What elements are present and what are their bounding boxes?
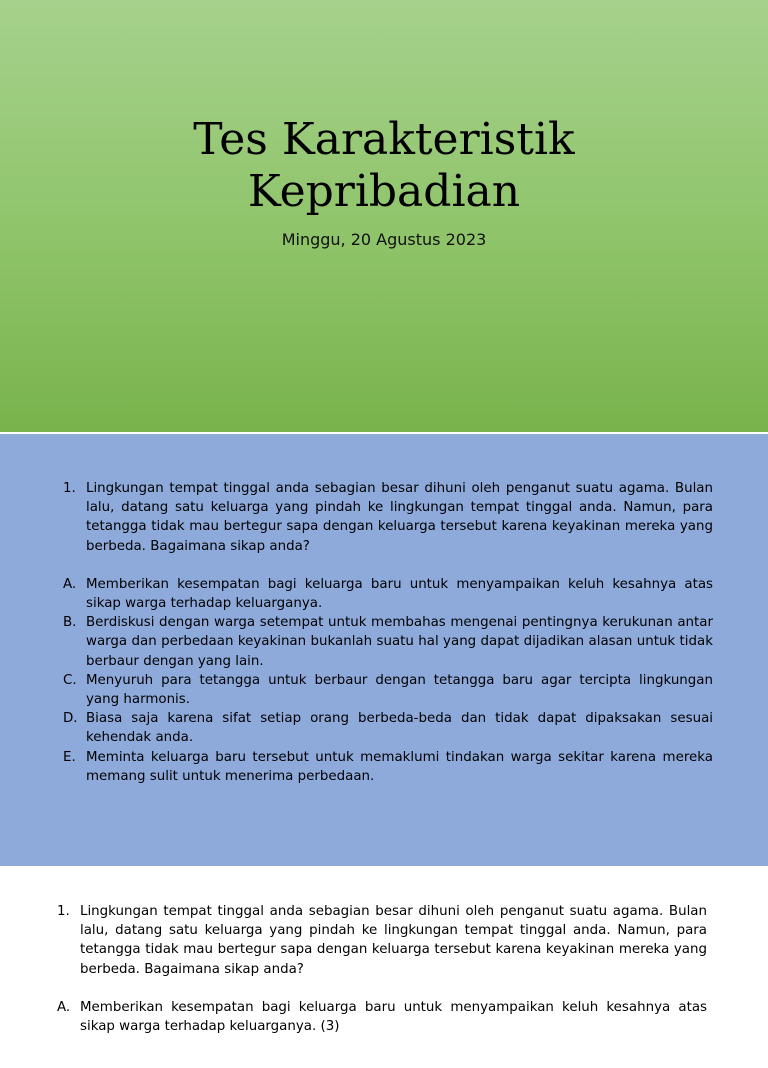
option-item-a — [63, 575, 713, 613]
option-text: Biasa saja karena sifat setiap orang berbeda-beda dan tidak dapat dipaksakan sesuai kehendak anda. — [86, 711, 713, 746]
question-text: Lingkungan tempat tinggal anda sebagian besar dihuni oleh penganut suatu agama. Bulan lalu, datang satu keluarga yang pindah ke lingkungan tempat tinggal anda. Namun, para tetangga tidak mau bertegur sapa dengan keluarga tersebut karena keyakinan mereka yang berbeda. Bagaimana sikap anda? — [80, 904, 707, 977]
option-letter: A. — [63, 576, 77, 592]
question-item — [63, 479, 713, 556]
question-block — [57, 902, 707, 1036]
option-item-d — [63, 709, 713, 747]
option-text: Berdiskusi dengan warga setempat untuk membahas mengenai pentingnya kerukunan antar warga dan perbedaan keyakinan bukanlah suatu hal yang dapat dijadikan alasan untuk tidak berbaur dengan yang lain. — [86, 615, 713, 669]
option-letter: A. — [57, 999, 71, 1015]
option-item-e — [63, 748, 713, 786]
option-text: Memberikan kesempatan bagi keluarga baru untuk menyampaikan keluh kesahnya atas sikap warga terhadap keluarganya. (3) — [80, 999, 707, 1035]
question-slide — [0, 434, 768, 866]
title-slide — [0, 0, 768, 432]
option-text: Menyuruh para tetangga untuk berbaur dengan tetangga baru agar tercipta lingkungan yang harmonis. — [86, 672, 713, 708]
option-item-c — [63, 671, 713, 709]
option-item-b — [63, 613, 713, 671]
option-text: Meminta keluarga baru tersebut untuk memaklumi tindakan warga sekitar karena mereka memang sulit untuk menerima perbedaan. — [86, 749, 713, 784]
title-line-1: Tes Karakteristik — [193, 114, 575, 165]
option-item-a — [57, 998, 707, 1036]
option-letter: D. — [63, 711, 78, 727]
question-number: 1. — [57, 904, 70, 919]
question-number: 1. — [63, 481, 76, 496]
question-slide-partial — [0, 868, 768, 1068]
option-letter: E. — [63, 749, 76, 765]
option-text: Memberikan kesempatan bagi keluarga baru untuk menyampaikan keluh kesahnya atas sikap warga terhadap keluarganya. — [86, 576, 713, 612]
slide-subtitle-date: Minggu, 20 Agustus 2023 — [281, 230, 487, 249]
option-letter: C. — [63, 672, 77, 688]
question-block — [63, 479, 713, 786]
question-item — [57, 902, 707, 979]
slide-title — [0, 114, 768, 218]
option-letter: B. — [63, 615, 77, 631]
title-line-2: Kepribadian — [247, 166, 521, 217]
question-text: Lingkungan tempat tinggal anda sebagian besar dihuni oleh penganut suatu agama. Bulan lalu, datang satu keluarga yang pindah ke lingkungan tempat tinggal anda. Namun, para tetangga tidak mau bertegur sapa dengan keluarga tersebut karena keyakinan mereka yang berbeda. Bagaimana sikap anda? — [86, 481, 713, 554]
